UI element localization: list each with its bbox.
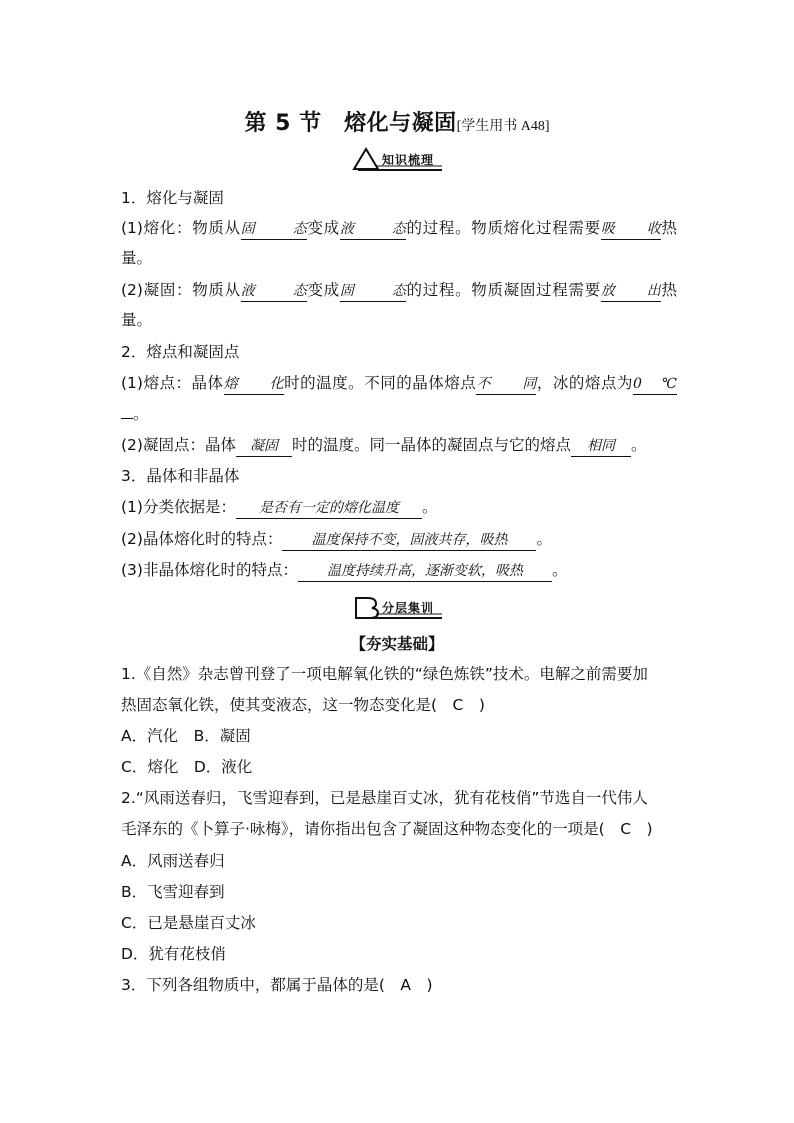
blank-freeze: 凝固 — [236, 436, 292, 457]
freezing-definition-cont: 量。 — [121, 311, 153, 329]
q2-line-1: 2.“风雨送春归，飞雪迎春到，已是悬崖百丈冰，犹有花枝俏”节选自一代伟人 — [121, 789, 648, 807]
practice-heading: 【夯实基础】 — [350, 635, 444, 653]
melting-point-cont: 。 — [121, 404, 677, 424]
section-title — [0, 106, 794, 137]
blank-zero-celsius: 0℃ — [633, 374, 677, 395]
title-main: 第 5 节 熔化与凝固 — [244, 111, 457, 136]
blank-different: 不同 — [476, 374, 536, 395]
blank-solid: 固态 — [241, 219, 307, 240]
blank-amorphous-feature: 温度持续升高，逐渐变软，吸热 — [298, 561, 552, 582]
q1-options-cd: C．熔化 D．液化 — [121, 758, 253, 776]
blank-liquid-2: 液态 — [241, 281, 307, 302]
badge-tiered-practice — [352, 594, 444, 620]
crystal-melting-feature: (2)晶体熔化时的特点： 温度保持不变，固液共存，吸热 。 — [121, 529, 677, 551]
blank-solid-2: 固态 — [340, 281, 406, 302]
blank-absorb: 吸收 — [601, 219, 661, 240]
q1-line-1: 1.《自然》杂志曾刊登了一项电解氧化铁的“绿色炼铁”技术。电解之前需要加 — [121, 665, 648, 683]
freezing-point-line: (2)凝固点：晶体 凝固 时的温度。同一晶体的凝固点与它的熔点 相同 。 — [121, 435, 677, 457]
title-reference: [学生用书 A48] — [456, 119, 550, 134]
blank-crystal-feature: 温度保持不变，固液共存，吸热 — [282, 530, 536, 551]
heading-2: 2．熔点和凝固点 — [121, 343, 240, 361]
q2-option-a: A．风雨送春归 — [121, 852, 225, 870]
q2-option-d: D．犹有花枝俏 — [121, 945, 226, 963]
blank-basis: 是否有一定的熔化温度 — [236, 498, 422, 519]
q3-line-1: 3．下列各组物质中，都属于晶体的是( A ) — [121, 976, 433, 994]
q1-line-2: 热固态氧化铁，使其变液态，这一物态变化是( C ) — [121, 696, 485, 714]
q2-line-2: 毛泽东的《卜算子·咏梅》，请你指出包含了凝固这种物态变化的一项是( C ) — [121, 820, 653, 838]
heading-3: 3．晶体和非晶体 — [121, 467, 240, 485]
badge-b-text: 分层集训 — [382, 601, 435, 615]
blank-melt: 熔化 — [224, 374, 284, 395]
q2-option-b: B．飞雪迎春到 — [121, 883, 225, 901]
melting-definition: (1)熔化：物质从固态变成液态的过程。物质熔化过程需要吸收热 — [121, 218, 677, 240]
melting-point-line: (1)熔点：晶体熔化时的温度。不同的晶体熔点不同，冰的熔点为0℃ — [121, 373, 677, 395]
badge-a-text: 知识梳理 — [382, 153, 435, 167]
heading-1: 1．熔化与凝固 — [121, 189, 224, 207]
melting-definition-cont: 量。 — [121, 249, 153, 267]
classification-basis: (1)分类依据是： 是否有一定的熔化温度 。 — [121, 497, 677, 519]
badge-knowledge-summary — [352, 146, 444, 172]
amorphous-melting-feature: (3)非晶体熔化时的特点： 温度持续升高，逐渐变软，吸热 。 — [121, 560, 677, 582]
freezing-definition: (2)凝固：物质从液态变成固态的过程。物质凝固过程需要放出热 — [121, 280, 677, 302]
blank-same: 相同 — [571, 436, 631, 457]
blank-release: 放出 — [601, 281, 661, 302]
blank-liquid: 液态 — [340, 219, 406, 240]
q2-option-c: C．已是悬崖百丈冰 — [121, 914, 256, 932]
q1-options-ab: A．汽化 B．凝固 — [121, 727, 251, 745]
